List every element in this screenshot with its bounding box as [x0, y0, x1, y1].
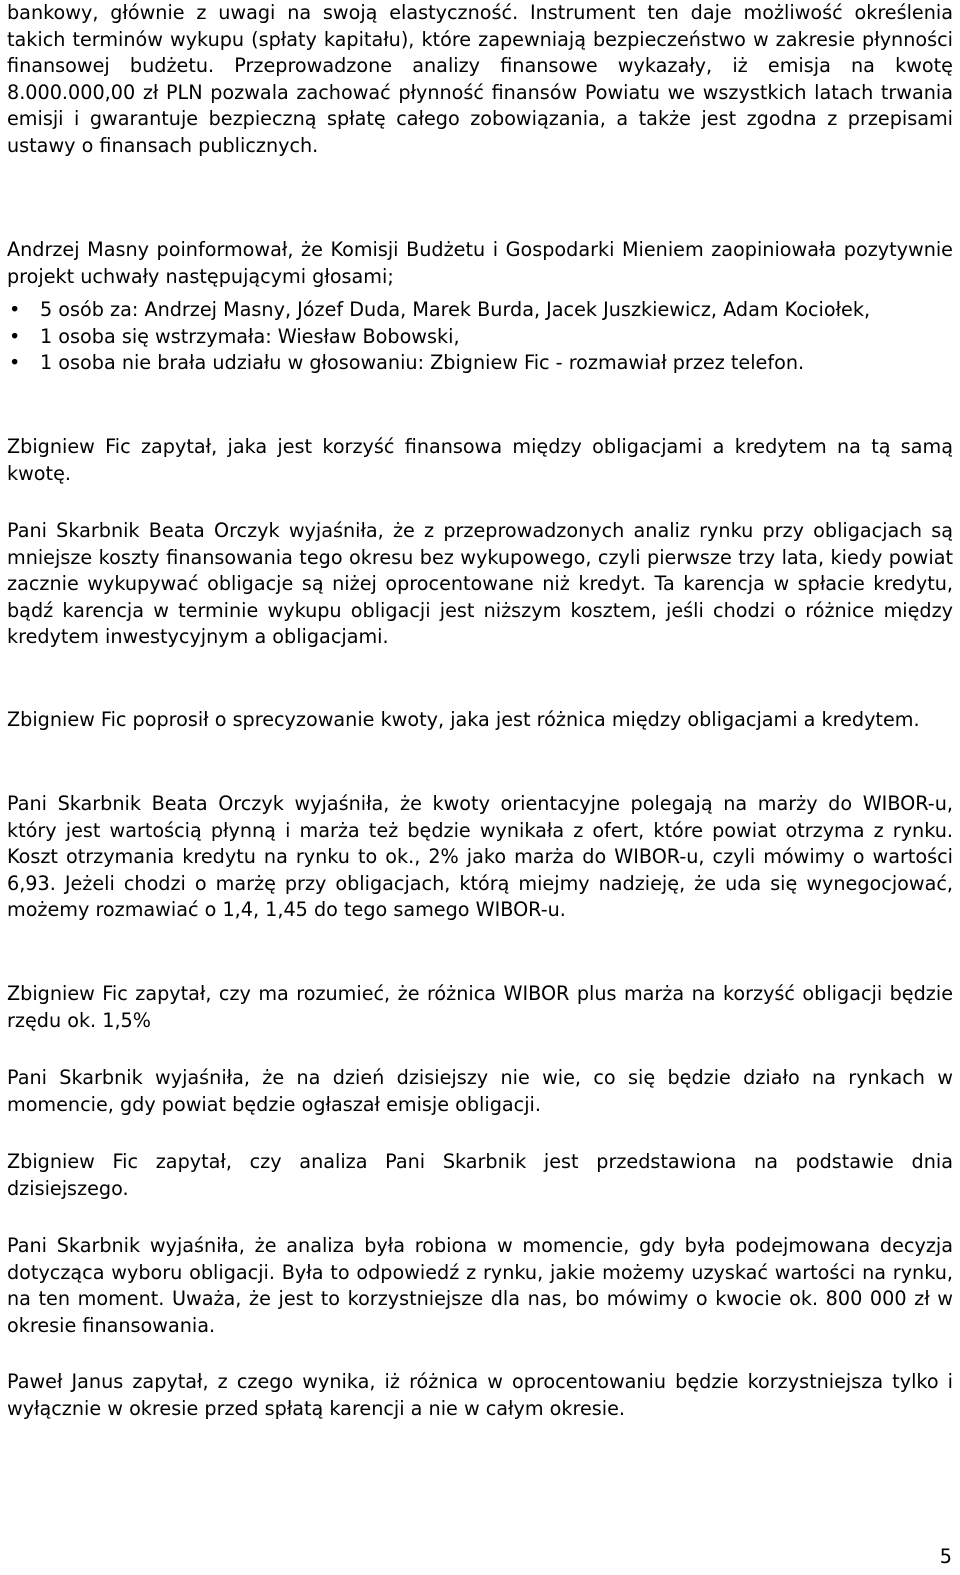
paragraph: Paweł Janus zapytał, z czego wynika, iż różnica w oprocentowaniu będzie korzystniejsza tylko i wyłącznie w okresie przed spłatą karencji a nie w całym okresie.: [7, 1370, 953, 1420]
paragraph: Zbigniew Fic zapytał, jaka jest korzyść finansowa między obligacjami a kredytem na tą samą kwotę.: [7, 435, 953, 485]
paragraph: Pani Skarbnik Beata Orczyk wyjaśniła, że kwoty orientacyjne polegają na marży do WIBOR-u, który jest wartością płynną i marża też będzie wynikała z ofert, które powiat otrzyma z rynku. Koszt otrzymania kredytu na rynku to ok., 2% jako marża do WIBOR-u, czyli mówimy o wartości 6,93. Jeżeli chodzi o marżę przy obligacjach, którą miejmy nadzieję, że uda się wynegocjować, możemy rozmawiać o 1,4, 1,45 do tego samego WIBOR-u.: [7, 792, 953, 921]
paragraph: bankowy, głównie z uwagi na swoją elastyczność. Instrument ten daje możliwość określenia takich terminów wykupu (spłaty kapitału), które zapewniają bezpieczeństwo w zakresie płynności finansowej budżetu. Przeprowadzone analizy finansowe wykazały, iż emisja na kwotę 8.000.000,00 zł PLN pozwala zachować płynność finansów Powiatu we wszystkich latach trwania emisji i gwarantuje bezpieczną spłatę całego zobowiązania, a także jest zgodna z przepisami ustawy o finansach publicznych.: [7, 1, 953, 157]
paragraph: Pani Skarbnik wyjaśniła, że analiza była robiona w momencie, gdy była podejmowana decyzja dotycząca wyboru obligacji. Była to odpowiedź z rynku, jakie możemy uzyskać wartości na rynku, na ten moment. Uważa, że jest to korzystniejsze dla nas, bo mówimy o kwocie ok. 800 000 zł w okresie finansowania.: [7, 1234, 953, 1337]
paragraph: Zbigniew Fic poprosił o sprecyzowanie kwoty, jaka jest różnica między obligacjami a kredytem.: [7, 708, 920, 731]
list-item: [7, 350, 953, 377]
list-item-text: 1 osoba nie brała udziału w głosowaniu: Zbigniew Fic - rozmawiał przez telefon.: [40, 351, 805, 374]
paragraph: Zbigniew Fic zapytał, czy analiza Pani Skarbnik jest przedstawiona na podstawie dnia dzisiejszego.: [7, 1150, 953, 1200]
paragraph: Pani Skarbnik wyjaśniła, że na dzień dzisiejszy nie wie, co się będzie działo na rynkach w momencie, gdy powiat będzie ogłaszał emisje obligacji.: [7, 1066, 953, 1116]
list-item-text: 5 osób za: Andrzej Masny, Józef Duda, Marek Burda, Jacek Juszkiewicz, Adam Kociołek,: [40, 298, 871, 321]
paragraph: Andrzej Masny poinformował, że Komisji Budżetu i Gospodarki Mieniem zaopiniowała pozytywnie projekt uchwały następującymi głosami;: [7, 238, 953, 288]
bullet-icon: •: [9, 298, 21, 321]
page-number: 5: [939, 1545, 952, 1568]
paragraph: Pani Skarbnik Beata Orczyk wyjaśniła, że z przeprowadzonych analiz rynku przy obligacjach są mniejsze koszty finansowania tego okresu bez wykupowego, czyli pierwsze trzy lata, kiedy powiat zacznie wykupywać obligacje są niżej oprocentowane niż kredyt. Ta karencja w spłacie kredytu, bądź karencja w terminie wykupu obligacji jest niższym kosztem, jeśli chodzi o różnice między kredytem inwestycyjnym a obligacjami.: [7, 519, 953, 648]
bullet-icon: •: [9, 351, 21, 374]
list-item-text: 1 osoba się wstrzymała: Wiesław Bobowski,: [40, 324, 460, 348]
list-item: [7, 324, 953, 351]
list-item: [7, 297, 953, 324]
vote-list: [7, 297, 953, 377]
bullet-icon: •: [9, 324, 21, 348]
paragraph: Zbigniew Fic zapytał, czy ma rozumieć, że różnica WIBOR plus marża na korzyść obligacji będzie rzędu ok. 1,5%: [7, 982, 953, 1032]
